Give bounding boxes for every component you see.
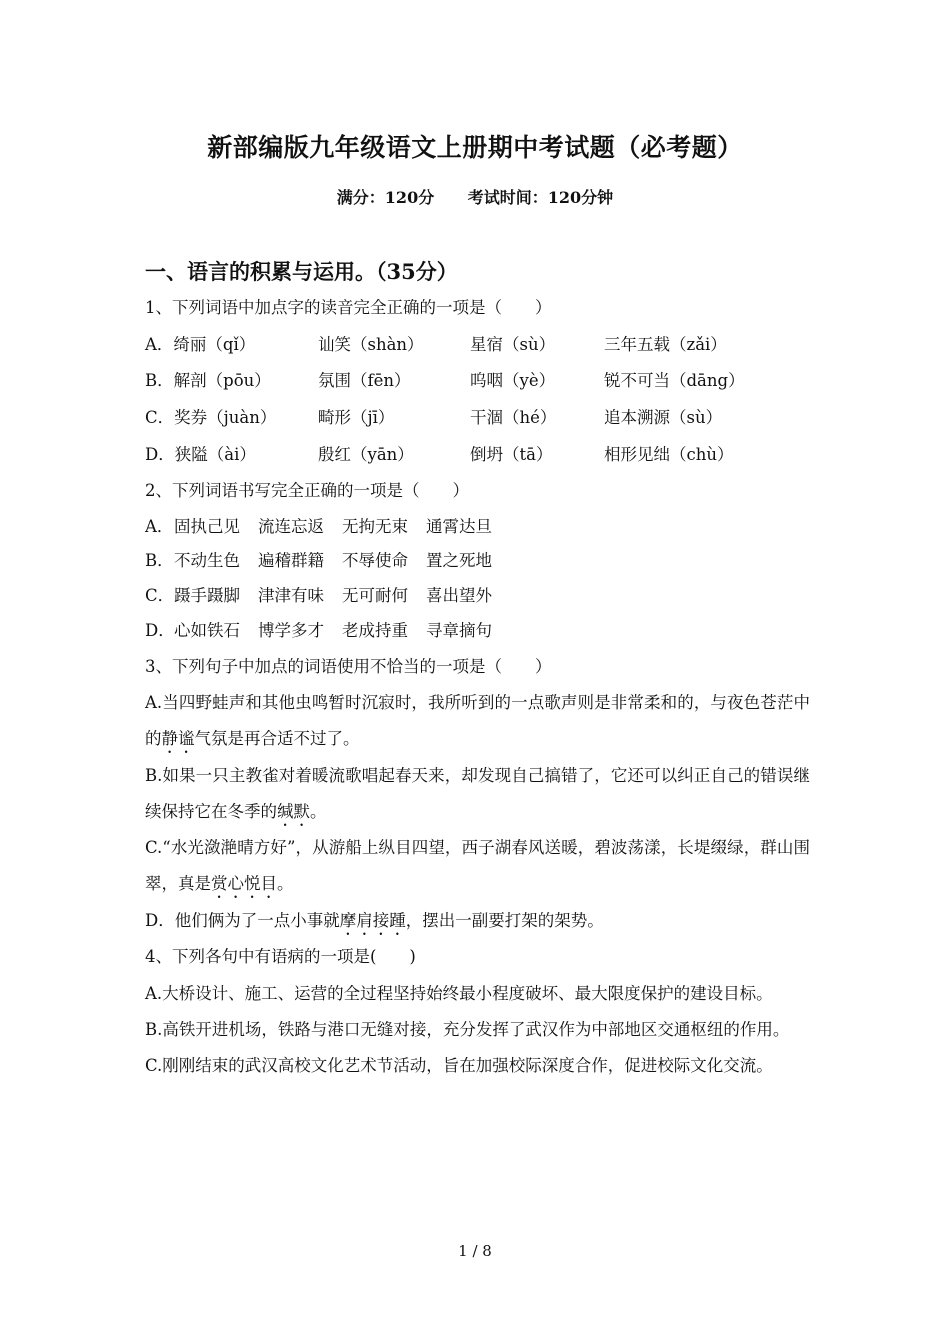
- word: 老成持重: [342, 620, 408, 640]
- word: 固执己见: [174, 516, 240, 536]
- q2-row-b: [145, 544, 810, 579]
- q4-option-c: C.刚刚结束的武汉高校文化艺术节活动，旨在加强校际深度合作，促进校际文化交流。: [145, 1056, 773, 1076]
- option-cell: 星宿（sù）: [470, 334, 556, 354]
- option-text: D．他们俩为了一点小事就: [145, 910, 340, 930]
- word: 喜出望外: [426, 586, 492, 606]
- q2-row-c: [145, 579, 810, 614]
- option-cell: 讪笑（shàn）: [318, 334, 424, 354]
- option-label: A．: [145, 516, 174, 536]
- option-cell: 氛围（fēn）: [318, 371, 411, 391]
- option-text: 。: [277, 874, 294, 894]
- option-cell: 锐不可当（dāng）: [604, 371, 745, 391]
- q4-option-a: A.大桥设计、施工、运营的全过程坚持始终最小程度破坏、最大限度保护的建设目标。: [145, 983, 773, 1003]
- q3-option-a: [145, 685, 810, 758]
- option-text: 。: [310, 801, 327, 821]
- q3-option-d: [145, 903, 810, 939]
- q2-row-d: [145, 614, 810, 649]
- option-cell: 倒坍（tā）: [470, 444, 553, 464]
- word: 不动生色: [174, 551, 240, 571]
- option-text: ，摆出一副要打架的架势。: [405, 910, 604, 930]
- q4-stem: 4、下列各句中有语病的一项是( ): [145, 947, 416, 967]
- option-text: A.当四野蛙声和其他虫鸣暂时沉寂时，我所听到的一点歌声则是非常柔和的，与夜色苍茫中的: [145, 693, 810, 749]
- word: 遍稽群籍: [258, 551, 324, 571]
- q1-row-b: [145, 363, 810, 400]
- option-cell: B．解剖（pōu）: [145, 371, 271, 391]
- option-cell: D．狭隘（ài）: [145, 444, 256, 464]
- dotted-word: 赏心悦目: [211, 874, 277, 894]
- page-title: 新部编版九年级语文上册期中考试题（必考题）: [207, 133, 743, 162]
- option-text: C.“水光潋滟晴方好”，从游船上纵目四望，西子湖春风送暖，碧波荡漾，长堤缀绿，群山围翠，真是: [145, 838, 810, 894]
- word: 蹑手蹑脚: [174, 586, 240, 606]
- exam-time: 考试时间：120分钟: [467, 188, 614, 207]
- option-cell: 追本溯源（sù）: [604, 407, 723, 427]
- q2-stem: 2、下列词语书写完全正确的一项是（ ）: [145, 481, 469, 501]
- q3-option-c: [145, 830, 810, 903]
- dotted-word: 静谧: [161, 729, 195, 749]
- q1-row-d: [145, 437, 810, 474]
- option-label: C．: [145, 586, 175, 606]
- q3-stem: 3、下列句子中加点的词语使用不恰当的一项是（ ）: [145, 656, 552, 676]
- word: 流连忘返: [258, 516, 324, 536]
- option-cell: 干涸（hé）: [470, 407, 557, 427]
- q1-stem: 1、下列词语中加点字的读音完全正确的一项是（ ）: [145, 298, 552, 317]
- option-text: B.如果一只主教雀对着暖流歌唱起春天来，却发现自己搞错了，它还可以纠正自己的错误继续保持它在冬季的: [145, 765, 810, 821]
- question-list: [145, 290, 810, 1084]
- option-cell: 殷红（yān）: [318, 444, 414, 464]
- word: 不辱使命: [342, 551, 408, 571]
- option-cell: A．绮丽（qǐ）: [145, 334, 256, 354]
- word: 津津有味: [258, 586, 324, 606]
- section-title: 一、语言的积累与运用。（35分）: [145, 259, 458, 284]
- page-number: 1 / 8: [458, 1242, 492, 1260]
- option-cell: 相形见绌（chù）: [604, 444, 734, 464]
- word: 置之死地: [426, 551, 492, 571]
- q3-option-b: [145, 758, 810, 831]
- exam-info: [0, 185, 950, 208]
- dotted-word: 摩肩接踵: [339, 910, 406, 930]
- q4-option-b: B.高铁开进机场，铁路与港口无缝对接，充分发挥了武汉作为中部地区交通枢纽的作用。: [145, 1019, 790, 1039]
- q2-options: [145, 510, 810, 649]
- q1-row-a: [145, 327, 810, 364]
- option-cell: 呜咽（yè）: [470, 371, 556, 391]
- word: 无可耐何: [342, 586, 408, 606]
- option-cell: 三年五载（zǎi）: [604, 334, 727, 354]
- word: 无拘无束: [342, 516, 408, 536]
- option-label: B．: [145, 551, 174, 571]
- word: 通霄达旦: [426, 516, 492, 536]
- option-cell: 畸形（jī）: [318, 407, 395, 427]
- full-score: 满分：120分: [336, 188, 435, 207]
- q2-row-a: [145, 510, 810, 545]
- dotted-word: 缄默: [277, 801, 310, 821]
- word: 博学多才: [258, 620, 324, 640]
- option-cell: C．奖券（juàn）: [145, 407, 277, 427]
- word: 心如铁石: [174, 620, 240, 640]
- q1-options: [145, 327, 810, 474]
- q1-row-c: [145, 400, 810, 437]
- option-text: 气氛是再合适不过了。: [194, 729, 360, 749]
- word: 寻章摘句: [426, 620, 492, 640]
- option-label: D．: [145, 620, 175, 640]
